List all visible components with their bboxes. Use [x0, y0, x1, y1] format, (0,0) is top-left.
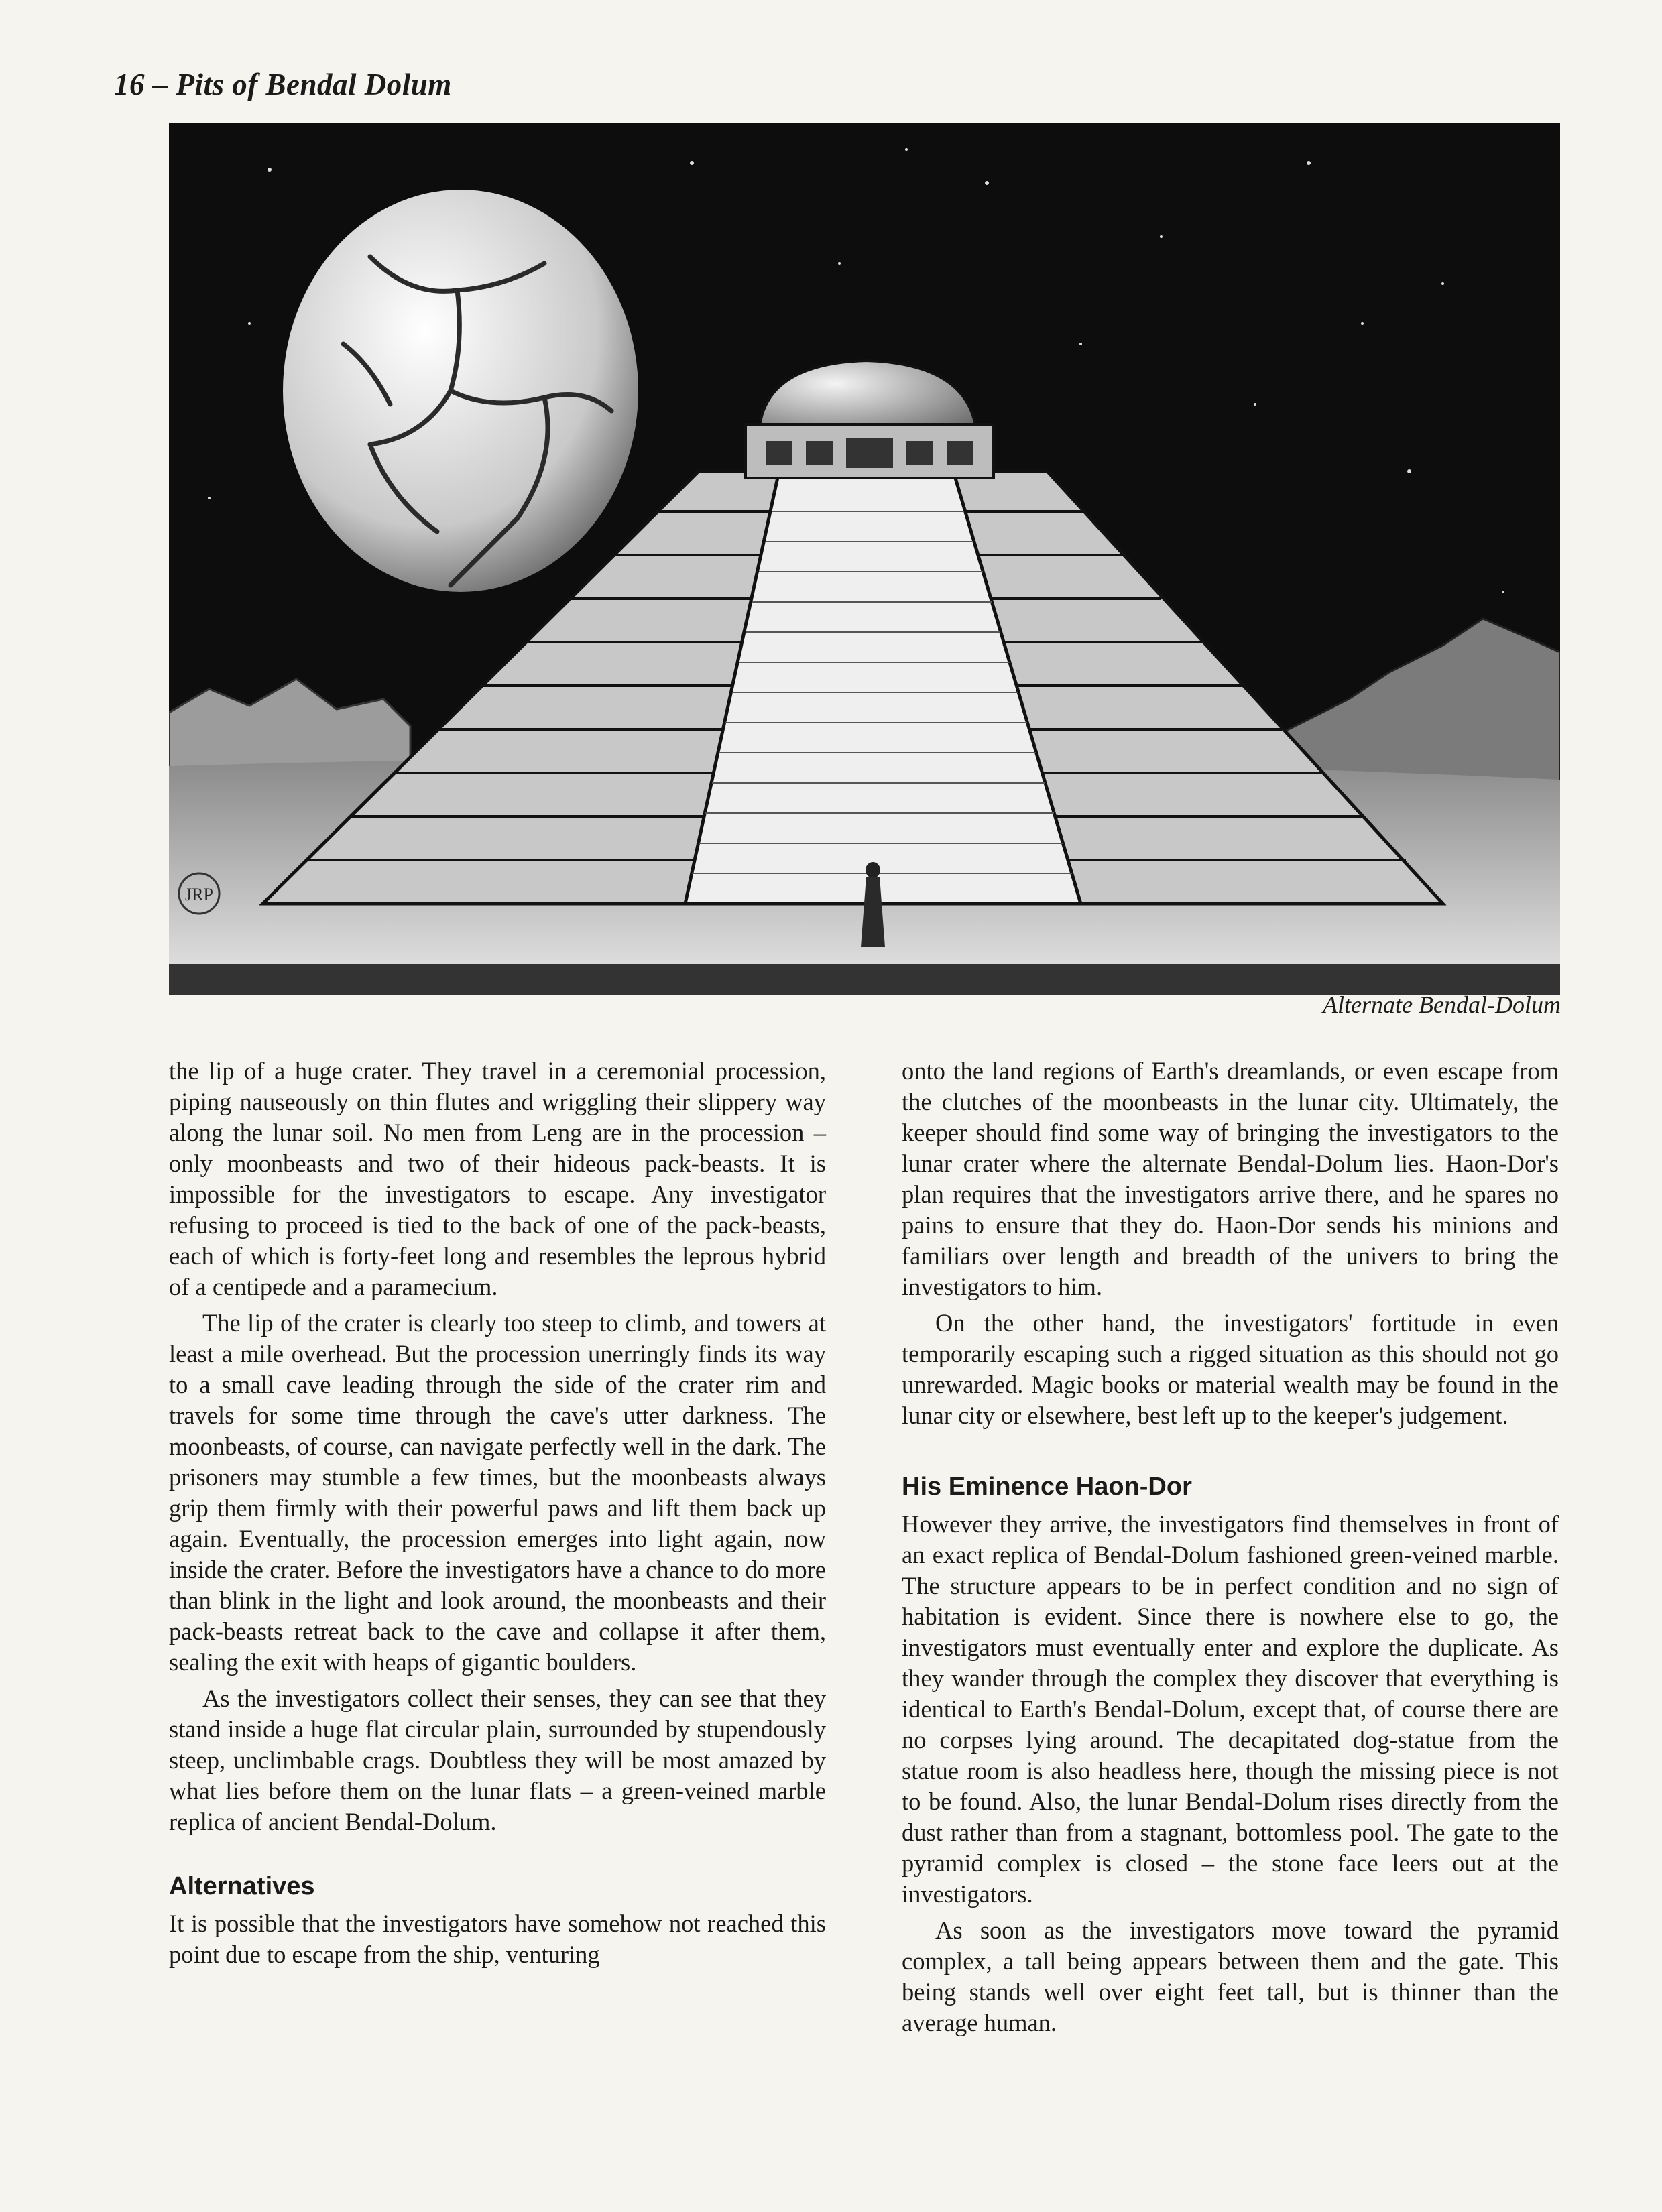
- paragraph: onto the land regions of Earth's dreamlands, or even escape from the clutches of the moonbeasts in the lunar city. Ultimately, the keeper should find some way of bringing the investigators to the lunar crater where the alternate Bendal-Dolum lies. Haon-Dor's plan requires that the investigators arrive there, and he spares no pains to ensure that they do. Haon-Dor sends his minions and familiars over length and breadth of the univers to bring the investigators to him.: [902, 1057, 1559, 1300]
- header-separator: –: [152, 68, 168, 101]
- section-heading-alternatives: Alternatives: [169, 1872, 315, 1900]
- paragraph: As the investigators collect their senses, they can see that they stand inside a huge flat circular plain, surrounded by stupendously steep, unclimbable crags. Doubtless they will be most amazed by what lies before them on the lunar flats – a green-veined marble replica of ancient Bendal-Dolum.: [169, 1684, 826, 1835]
- pyramid-illustration: [169, 123, 1560, 995]
- page-header: [114, 67, 452, 102]
- paragraph: However they arrive, the investigators find themselves in front of an exact replica of Bendal-Dolum fashioned green-veined marble. The structure appears to be in perfect condition and no sign of habitation is evident. Since there is nowhere else to go, the investigators must eventually enter and explore the duplicate. As they wander through the complex they discover that everything is identical to Earth's Bendal-Dolum, except that, of course there are no corpses lying around. The decapitated dog-statue from the statue room is also headless here, though the missing piece is not to be found. Also, the lunar Bendal-Dolum rises directly from the dust rather than from a stagnant, bottomless pool. The gate to the pyramid complex is closed – the stone face leers out at the investigators.: [902, 1510, 1559, 1908]
- paragraph: It is possible that the investigators have somehow not reached this point due to escape from the ship, venturing: [169, 1910, 826, 1968]
- paragraph: The lip of the crater is clearly too steep to climb, and towers at least a mile overhead. But the procession unerringly finds its way to a small cave leading through the side of the crater rim and travels for some time through the cave's utter darkness. The moonbeasts, of course, can navigate perfectly well in the dark. The prisoners may stumble a few times, but the moonbeasts always grip them firmly with their powerful paws and lift them back up again. Eventually, the procession emerges into light again, now inside the crater. Before the investigators have a chance to do more than blink in the light and look around, the moonbeasts and their pack-beasts retreat back to the cave and collapse it after them, sealing the exit with heaps of gigantic boulders.: [169, 1309, 826, 1676]
- svg-text:JRP: JRP: [185, 885, 213, 904]
- paragraph: the lip of a huge crater. They travel in a ceremonial procession, piping nauseously on thin flutes and wriggling their slippery way along the lunar soil. No men from Leng are in the procession – only moonbeasts and two of their hideous pack-beasts. It is impossible for the investigators to escape. Any investigator refusing to proceed is tied to the back of one of the pack-beasts, each of which is forty-feet long and resembles the leprous hybrid of a centipede and a paramecium.: [169, 1057, 826, 1300]
- illustration-caption: Alternate Bendal-Dolum: [1323, 991, 1561, 1018]
- paragraph: On the other hand, the investigators' fortitude in even temporarily escaping such a rigged situation as this should not go unrewarded. Magic books or material wealth may be found in the lunar city or elsewhere, best left up to the keeper's judgement.: [902, 1309, 1559, 1429]
- section-heading-haon-dor: His Eminence Haon-Dor: [902, 1473, 1192, 1501]
- paragraph: As soon as the investigators move toward the pyramid complex, a tall being appears between them and the gate. This being stands well over eight feet tall, but is thinner than the average human.: [902, 1916, 1559, 2036]
- cracked-moon: [283, 190, 638, 592]
- right-column: [902, 1056, 1559, 2044]
- left-column: [169, 1056, 826, 1975]
- page-number: 16: [114, 68, 145, 101]
- book-title: Pits of Bendal Dolum: [176, 68, 452, 101]
